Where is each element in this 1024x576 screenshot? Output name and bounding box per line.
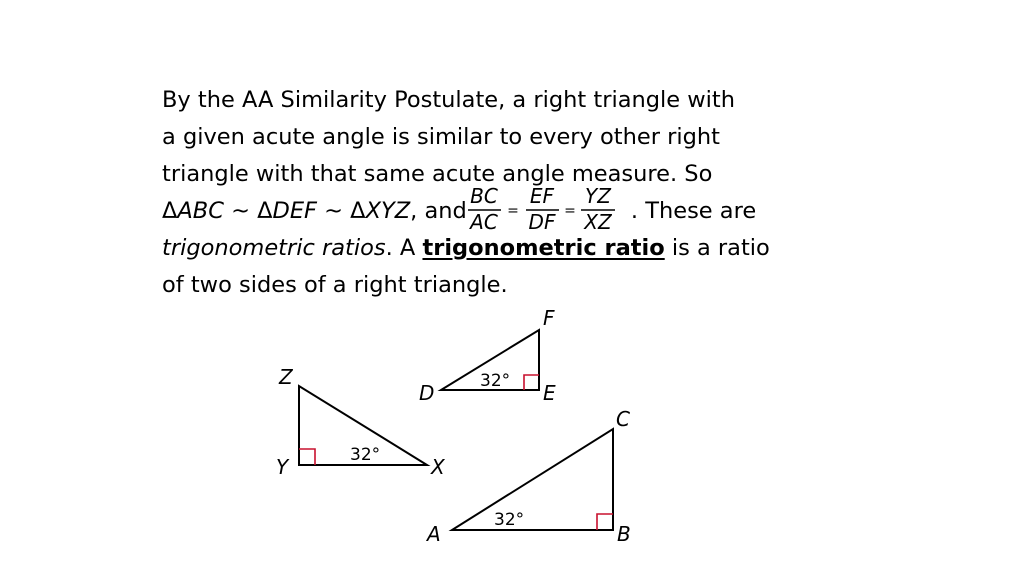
- similar-symbol: ~ Δ: [317, 198, 366, 224]
- fraction-3-denominator: XZ: [584, 210, 612, 234]
- similar-symbol: ~ Δ: [223, 198, 273, 224]
- fraction-2-numerator: EF: [529, 184, 554, 208]
- paragraph-line-2: a given acute angle is similar to every other right: [162, 124, 720, 150]
- paragraph-line-3: triangle with that same acute angle measure. So: [162, 161, 713, 187]
- angle-label-a: 32°: [494, 510, 525, 530]
- fraction-2-denominator: DF: [528, 210, 556, 234]
- triangle-name-def: DEF: [272, 198, 317, 224]
- triangle-name-xyz: XYZ: [365, 198, 411, 224]
- equals-sign-1: =: [506, 203, 519, 219]
- right-angle-mark-y: [299, 449, 315, 465]
- fraction-3-numerator: YZ: [584, 184, 611, 208]
- definition-text: is a ratio: [664, 235, 770, 261]
- vertex-label-a: A: [427, 522, 441, 546]
- right-angle-mark-e: [524, 375, 539, 390]
- these-are-text: . These are: [623, 198, 757, 224]
- angle-label-x: 32°: [350, 445, 381, 465]
- vertex-label-b: B: [617, 522, 631, 546]
- equals-sign-2: =: [563, 203, 576, 219]
- paragraph-line-1: By the AA Similarity Postulate, a right triangle with: [162, 87, 736, 113]
- right-angle-mark-b: [597, 514, 613, 530]
- vertex-label-e: E: [543, 381, 556, 405]
- vertex-label-y: Y: [276, 455, 289, 479]
- connector-text: . A: [385, 235, 423, 261]
- vertex-label-z: Z: [279, 365, 293, 389]
- triangle-abc-outline: [452, 429, 613, 530]
- triangle-name-abc: ABC: [177, 198, 224, 224]
- and-text: , and: [410, 198, 467, 224]
- fraction-1-denominator: AC: [469, 210, 498, 234]
- angle-label-d: 32°: [480, 371, 511, 391]
- vertex-label-d: D: [419, 381, 435, 405]
- vertex-label-c: C: [616, 407, 630, 431]
- triangle-abc: [425, 407, 631, 546]
- fraction-1-numerator: BC: [469, 184, 498, 208]
- delta-symbol: Δ: [162, 198, 178, 224]
- definition-term: trigonometric ratio: [422, 235, 665, 261]
- italic-term: trigonometric ratios: [162, 235, 386, 261]
- vertex-label-f: F: [543, 306, 555, 330]
- paragraph-line-6: of two sides of a right triangle.: [162, 272, 508, 298]
- vertex-label-x: X: [431, 455, 445, 479]
- triangle-def: [419, 306, 556, 405]
